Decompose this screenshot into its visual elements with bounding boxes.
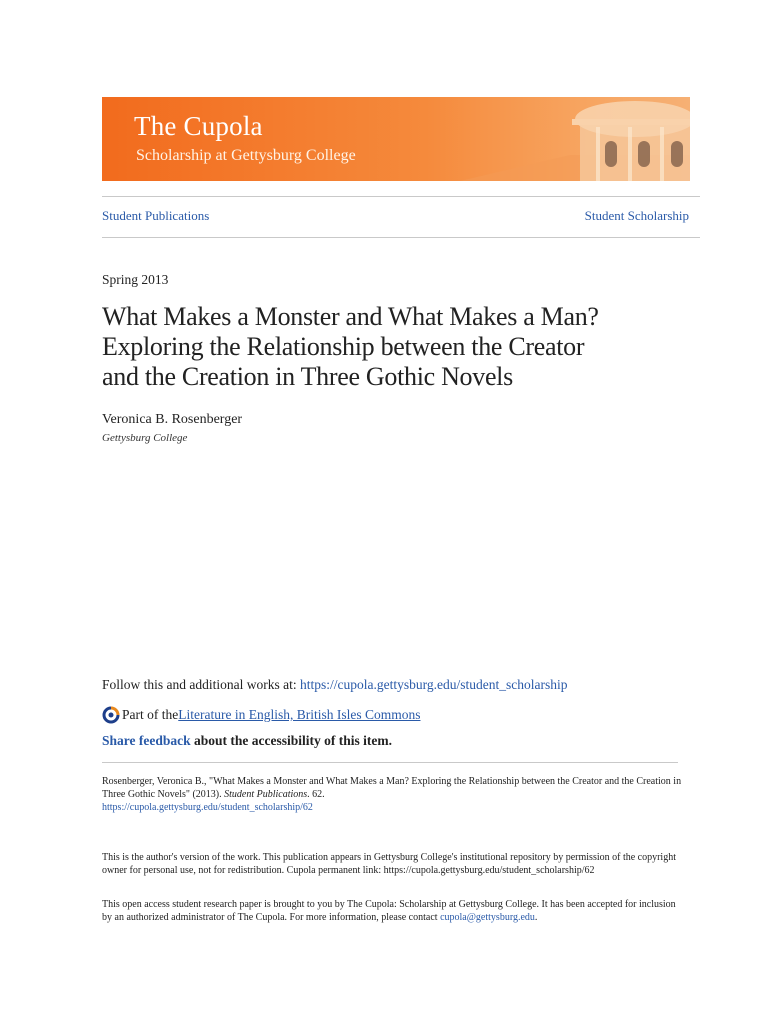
feedback-rest: about the accessibility of this item.: [190, 733, 393, 748]
author-affiliation: Gettysburg College: [102, 432, 188, 444]
title-line-2: Exploring the Relationship between the Creator: [102, 332, 585, 361]
access-notice-text: This open access student research paper is brought to you by The Cupola: Scholarship at Gettysburg College. It has been accepted for inclusion by an authorized administrator of The Cupola. For more information, please contact: [102, 899, 676, 923]
share-feedback-link[interactable]: Share feedback: [102, 733, 191, 748]
version-notice: This is the author's version of the work. This publication appears in Gettysburg College's institutional repository by permission of the copyright owner for personal use, not for redistribution. Cupola permanent link: https://cupola.gettysburg.edu/student_scholarship/62: [102, 852, 676, 876]
citation-url-link[interactable]: https://cupola.gettysburg.edu/student_scholarship/62: [102, 802, 313, 813]
follow-prefix: Follow this and additional works at:: [102, 677, 300, 692]
cupola-building-image: [460, 97, 690, 181]
author-name: Veronica B. Rosenberger: [102, 412, 243, 427]
follow-line: [102, 677, 567, 693]
follow-url-link[interactable]: https://cupola.gettysburg.edu/student_scholarship: [300, 677, 568, 692]
paper-title: [102, 302, 702, 392]
title-line-3: and the Creation in Three Gothic Novels: [102, 362, 513, 391]
access-notice-end: .: [534, 912, 538, 923]
student-scholarship-link[interactable]: Student Scholarship: [584, 208, 689, 223]
feedback-line: [102, 733, 392, 749]
nav-divider: [102, 237, 700, 238]
publication-season: Spring 2013: [102, 272, 169, 287]
citation-block: [102, 775, 682, 814]
commons-link[interactable]: Literature in English, British Isles Commons: [178, 707, 421, 722]
contact-email-link[interactable]: cupola@gettysburg.edu: [440, 912, 535, 923]
banner-subtitle: Scholarship at Gettysburg College: [136, 147, 356, 164]
cupola-banner[interactable]: [102, 97, 690, 181]
citation-divider: [102, 762, 678, 763]
partof-prefix: Part of the: [122, 707, 179, 722]
part-of-line: [102, 706, 420, 724]
citation-series: Student Publications: [224, 789, 308, 800]
access-notice: [102, 898, 682, 924]
banner-title: The Cupola: [134, 111, 263, 141]
citation-text: Rosenberger, Veronica B., "What Makes a Monster and What Makes a Man? Exploring the Relationship between the Creator and the Creation in Three Gothic Novels" (2013).: [102, 776, 682, 800]
network-commons-icon: [102, 706, 120, 724]
top-divider: [102, 196, 700, 197]
citation-number: . 62.: [307, 789, 325, 800]
title-line-1: What Makes a Monster and What Makes a Man?: [102, 302, 599, 331]
student-publications-link[interactable]: Student Publications: [102, 208, 210, 223]
